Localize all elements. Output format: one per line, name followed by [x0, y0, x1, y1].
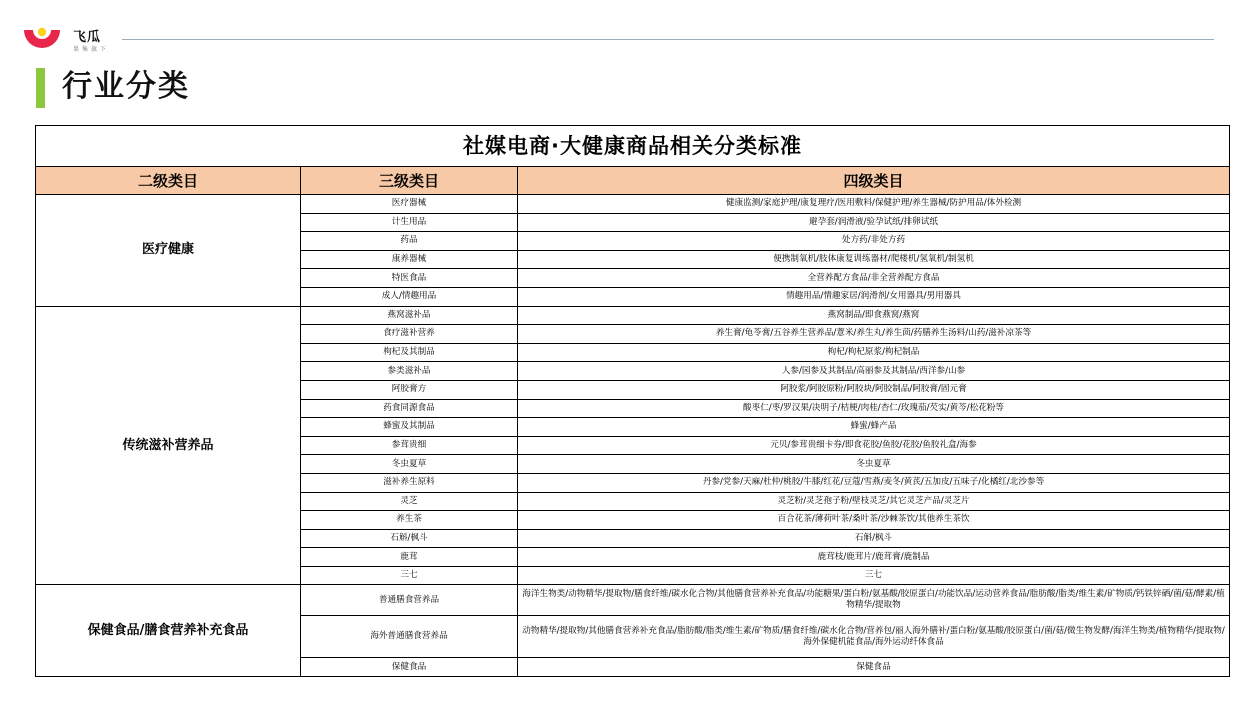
level4-categories: 酸枣仁/枣/罗汉果/决明子/桔梗/肉桂/杏仁/玫瑰茄/芡实/黄芩/松花粉等 — [518, 399, 1230, 418]
level3-category: 燕窝滋补品 — [301, 306, 518, 325]
level4-categories: 便携制氧机/肢体康复训练器材/爬楼机/氢氧机/制氢机 — [518, 250, 1230, 269]
level3-category: 滋补养生原料 — [301, 473, 518, 492]
level3-category: 石斛/枫斗 — [301, 529, 518, 548]
brand-logo-icon — [22, 22, 62, 54]
table-row — [36, 585, 1230, 616]
brand-name: 飞瓜 — [73, 30, 102, 45]
level4-categories: 避孕套/润滑液/验孕试纸/排卵试纸 — [518, 213, 1230, 232]
level4-categories: 鹿茸枝/鹿茸片/鹿茸膏/鹿制品 — [518, 548, 1230, 567]
level4-categories: 情趣用品/情趣家居/润滑剂/女用器具/男用器具 — [518, 287, 1230, 306]
header-level2: 二级类目 — [36, 167, 301, 195]
level4-categories: 处方药/非处方药 — [518, 232, 1230, 251]
page-title: 行业分类 — [62, 69, 190, 104]
level4-categories: 全营养配方食品/非全营养配方食品 — [518, 269, 1230, 288]
level4-categories: 三七 — [518, 566, 1230, 585]
level3-category: 普通膳食营养品 — [301, 585, 518, 616]
level3-category: 鹿茸 — [301, 548, 518, 567]
level3-category: 冬虫夏草 — [301, 455, 518, 474]
level3-category: 蜂蜜及其制品 — [301, 418, 518, 437]
level2-category: 保健食品/膳食营养补充食品 — [36, 585, 301, 677]
level4-categories: 动物精华/提取物/其他膳食营养补充食品/脂肪酸/脂类/维生素/矿物质/膳食纤维/碳水化合物/营养包/丽人海外膳补/蛋白粉/氨基酸/胶原蛋白/菌/菇/微生物发酵/海洋生物类/植物精华/提取物/海外保健机能食品/海外运动纤体食品 — [518, 616, 1230, 658]
level4-categories: 枸杞/枸杞原浆/枸杞制品 — [518, 343, 1230, 362]
level4-categories: 元贝/参茸贵细卡券/即食花胶/鱼胶/花胶/鱼胶礼盒/海参 — [518, 436, 1230, 455]
header-divider — [122, 39, 1214, 40]
brand-tagline: 果集旗下 — [73, 46, 110, 53]
level3-category: 参类滋补品 — [301, 362, 518, 381]
level4-categories: 人参/园参及其制品/高丽参及其制品/西洋参/山参 — [518, 362, 1230, 381]
level4-categories: 丹参/党参/天麻/杜仲/桃胶/牛膝/红花/豆蔻/雪燕/麦冬/黄芪/五加皮/五味子/化橘红/北沙参等 — [518, 473, 1230, 492]
header-level4: 四级类目 — [518, 167, 1230, 195]
table-row — [36, 195, 1230, 214]
level4-categories: 阿胶浆/阿胶原粉/阿胶块/阿胶制品/阿胶膏/固元膏 — [518, 380, 1230, 399]
level3-category: 灵芝 — [301, 492, 518, 511]
level4-categories: 蜂蜜/蜂产品 — [518, 418, 1230, 437]
category-table — [35, 125, 1230, 677]
level3-category: 药品 — [301, 232, 518, 251]
level4-categories: 灵芝粉/灵芝孢子粉/壁枝灵芝/其它灵芝产品/灵芝片 — [518, 492, 1230, 511]
level3-category: 参茸贵细 — [301, 436, 518, 455]
level3-category: 保健食品 — [301, 658, 518, 677]
header-level3: 三级类目 — [301, 167, 518, 195]
level3-category: 成人/情趣用品 — [301, 287, 518, 306]
level4-categories: 保健食品 — [518, 658, 1230, 677]
level4-categories: 冬虫夏草 — [518, 455, 1230, 474]
level4-categories: 养生膏/龟苓膏/五谷养生营养品/薏米/养生丸/养生茴/药膳养生汤料/山药/滋补凉茶等 — [518, 325, 1230, 344]
level4-categories: 石斛/枫斗 — [518, 529, 1230, 548]
level4-categories: 海洋生物类/动物精华/提取物/膳食纤维/碳水化合物/其他膳食营养补充食品/功能糖果/蛋白粉/氨基酸/胶原蛋白/功能饮品/运动营养食品/脂肪酸/脂类/维生素/矿物质/钙铁锌硒/菌/菇/酵素/植物精华/提取物 — [518, 585, 1230, 616]
level2-category: 医疗健康 — [36, 195, 301, 307]
table-row — [36, 306, 1230, 325]
level3-category: 计生用品 — [301, 213, 518, 232]
level3-category: 特医食品 — [301, 269, 518, 288]
level3-category: 药食同源食品 — [301, 399, 518, 418]
level3-category: 养生茶 — [301, 511, 518, 530]
title-accent-bar — [36, 68, 45, 108]
level2-category: 传统滋补营养品 — [36, 306, 301, 585]
level3-category: 枸杞及其制品 — [301, 343, 518, 362]
table-caption: 社媒电商·大健康商品相关分类标准 — [36, 126, 1230, 167]
level3-category: 三七 — [301, 566, 518, 585]
level3-category: 康养器械 — [301, 250, 518, 269]
level3-category: 食疗滋补营养 — [301, 325, 518, 344]
level3-category: 医疗器械 — [301, 195, 518, 214]
level3-category: 阿胶膏方 — [301, 380, 518, 399]
level4-categories: 百合花茶/薄荷叶茶/桑叶茶/沙棘茶饮/其他养生茶饮 — [518, 511, 1230, 530]
level4-categories: 燕窝制品/即食燕窝/燕窝 — [518, 306, 1230, 325]
level3-category: 海外普通膳食营养品 — [301, 616, 518, 658]
level4-categories: 健康监测/家庭护理/康复理疗/医用敷料/保健护理/养生器械/防护用品/体外检测 — [518, 195, 1230, 214]
